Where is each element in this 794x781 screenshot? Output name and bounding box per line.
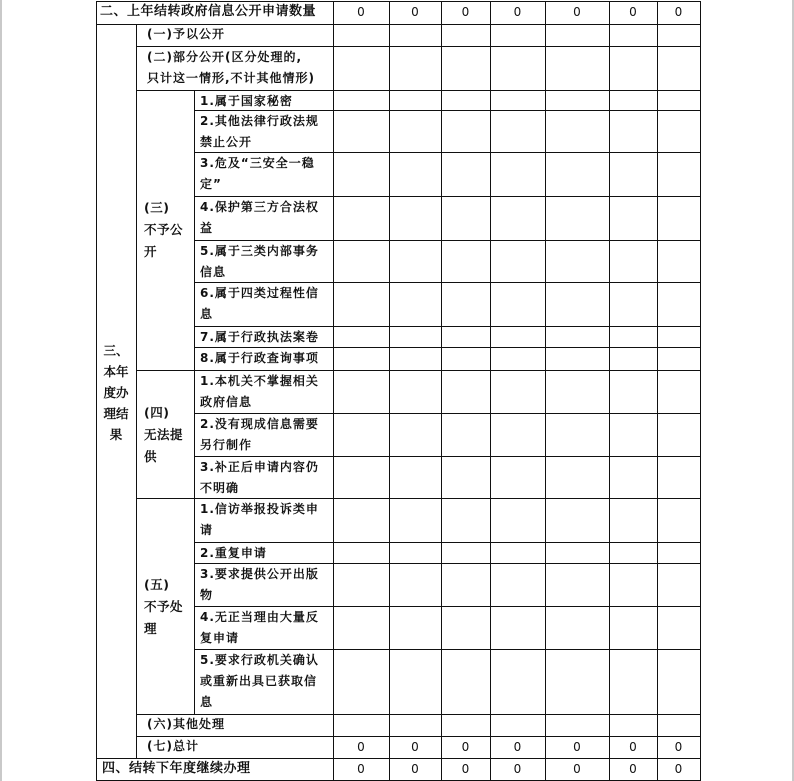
row-carryover-next-label: 四、结转下年度继续办理 (102, 761, 251, 776)
section-three-line-3: 度办 (103, 385, 129, 400)
unable-subitem-2-line: 2.没有现成信息需要 (200, 417, 319, 431)
not-disclosed-subitem-1-line: 1.属于国家秘密 (200, 94, 293, 108)
grid-vline (545, 1, 546, 781)
unable-subitem-3-line: 3.补正后申请内容仍 (200, 460, 319, 474)
not-disclosed-subitem-1 (200, 91, 332, 112)
not-disclosed-subitem-4 (200, 197, 332, 239)
grid-vline (700, 1, 701, 781)
section-three-label (100, 340, 132, 445)
not-processed-subitem-2-line: 2.重复申请 (200, 546, 267, 560)
not-processed-subitem-3-line: 物 (200, 588, 214, 602)
item-not-disclosed-line-2: 不予公 (144, 222, 184, 237)
not-processed-subitem-2 (200, 543, 332, 564)
item-unable-label (144, 402, 192, 468)
grid-vline (657, 1, 658, 781)
unable-subitem-3-line: 不明确 (200, 481, 240, 495)
unable-subitem-1-line: 1.本机关不掌握相关 (200, 374, 319, 388)
total-value-7: 0 (674, 740, 683, 754)
not-processed-subitem-5-line: 或重新出具已获取信 (200, 674, 318, 688)
item-not-disclosed-line-1: (三) (144, 200, 170, 215)
not-disclosed-subitem-6-line: 6.属于四类过程性信 (200, 286, 319, 300)
grid-vline (96, 1, 97, 781)
carryover-previous-value-2: 0 (411, 5, 419, 19)
not-disclosed-subitem-3-line: 定” (200, 177, 222, 191)
grid-vline (389, 1, 390, 781)
carryover-previous-value-3: 0 (461, 5, 470, 19)
not-processed-subitem-5 (200, 650, 332, 713)
carryover-next-value-1: 0 (357, 762, 365, 776)
total-value-6: 0 (629, 740, 637, 754)
not-disclosed-subitem-2-line: 禁止公开 (200, 135, 253, 149)
not-disclosed-subitem-2-line: 2.其他法律行政法规 (200, 114, 319, 128)
total-value-2: 0 (411, 740, 419, 754)
item-total-label: (七)总计 (147, 739, 199, 753)
carryover-next-value-2: 0 (411, 762, 419, 776)
not-processed-subitem-1 (200, 499, 332, 541)
not-disclosed-subitem-7-line: 7.属于行政执法案卷 (200, 330, 319, 344)
item-partial-label (147, 47, 337, 89)
not-disclosed-subitem-2 (200, 111, 332, 153)
item-partial-line-1: (二)部分公开(区分处理的, (147, 50, 303, 64)
section-three-line-2: 本年 (103, 364, 129, 379)
carryover-previous-value-7: 0 (674, 5, 683, 19)
left-edge-shadow (0, 0, 2, 781)
grid-vline (609, 1, 610, 781)
item-unable-line-1: (四) (144, 405, 170, 420)
not-disclosed-subitem-8 (200, 348, 332, 369)
grid-vline (333, 1, 334, 781)
unable-subitem-3 (200, 457, 332, 499)
not-processed-subitem-4-line: 复申请 (200, 631, 240, 645)
not-processed-subitem-5-line: 息 (200, 695, 214, 709)
item-unable-line-3: 供 (144, 449, 158, 464)
item-not-processed-line-3: 理 (144, 621, 158, 636)
unable-subitem-1-line: 政府信息 (200, 395, 253, 409)
carryover-previous-value-6: 0 (629, 5, 637, 19)
not-processed-subitem-3-line: 3.要求提供公开出版 (200, 567, 319, 581)
carryover-next-value-6: 0 (629, 762, 637, 776)
carryover-next-value-7: 0 (674, 762, 683, 776)
total-value-1: 0 (357, 740, 365, 754)
item-granted-label: (一)予以公开 (147, 27, 225, 41)
not-disclosed-subitem-6-line: 息 (200, 307, 214, 321)
not-processed-subitem-4-line: 4.无正当理由大量反 (200, 610, 319, 624)
item-not-processed-label (144, 574, 192, 640)
carryover-next-value-4: 0 (513, 762, 522, 776)
row-carryover-previous-label: 二、上年结转政府信息公开申请数量 (100, 4, 317, 19)
section-three-line-1: 三、 (103, 343, 129, 358)
grid-vline (194, 90, 195, 715)
not-processed-subitem-1-line: 请 (200, 523, 214, 537)
not-disclosed-subitem-6 (200, 283, 332, 325)
carryover-previous-value-5: 0 (573, 5, 581, 19)
not-disclosed-subitem-3-line: 3.危及“三安全一稳 (200, 156, 315, 170)
total-value-5: 0 (573, 740, 581, 754)
grid-vline (490, 1, 491, 781)
item-not-disclosed-line-3: 开 (144, 244, 158, 259)
not-processed-subitem-3 (200, 564, 332, 606)
item-not-processed-line-2: 不予处 (144, 599, 184, 614)
item-other-label: (六)其他处理 (147, 717, 225, 731)
total-value-3: 0 (461, 740, 470, 754)
total-value-4: 0 (513, 740, 522, 754)
not-disclosed-subitem-5 (200, 241, 332, 283)
not-disclosed-subitem-4-line: 4.保护第三方合法权 (200, 200, 319, 214)
carryover-next-value-5: 0 (573, 762, 581, 776)
section-three-line-4: 理结 (103, 406, 129, 421)
carryover-next-value-3: 0 (461, 762, 470, 776)
item-not-disclosed-label (144, 197, 192, 263)
item-partial-line-2: 只计这一情形,不计其他情形) (147, 71, 316, 85)
carryover-previous-value-1: 0 (357, 5, 365, 19)
section-three-line-5: 果 (109, 427, 123, 442)
grid-vline (136, 24, 137, 759)
not-disclosed-subitem-5-line: 5.属于三类内部事务 (200, 244, 319, 258)
not-disclosed-subitem-4-line: 益 (200, 221, 214, 235)
not-processed-subitem-5-line: 5.要求行政机关确认 (200, 653, 319, 667)
not-disclosed-subitem-3 (200, 153, 332, 195)
not-processed-subitem-1-line: 1.信访举报投诉类申 (200, 502, 319, 516)
item-not-processed-line-1: (五) (144, 577, 170, 592)
not-disclosed-subitem-7 (200, 327, 332, 348)
carryover-previous-value-4: 0 (513, 5, 522, 19)
not-disclosed-subitem-8-line: 8.属于行政查询事项 (200, 351, 319, 365)
not-processed-subitem-4 (200, 607, 332, 649)
unable-subitem-2-line: 另行制作 (200, 438, 253, 452)
item-unable-line-2: 无法提 (144, 427, 184, 442)
unable-subitem-1 (200, 371, 332, 413)
unable-subitem-2 (200, 414, 332, 456)
grid-vline (441, 1, 442, 781)
not-disclosed-subitem-5-line: 信息 (200, 265, 227, 279)
